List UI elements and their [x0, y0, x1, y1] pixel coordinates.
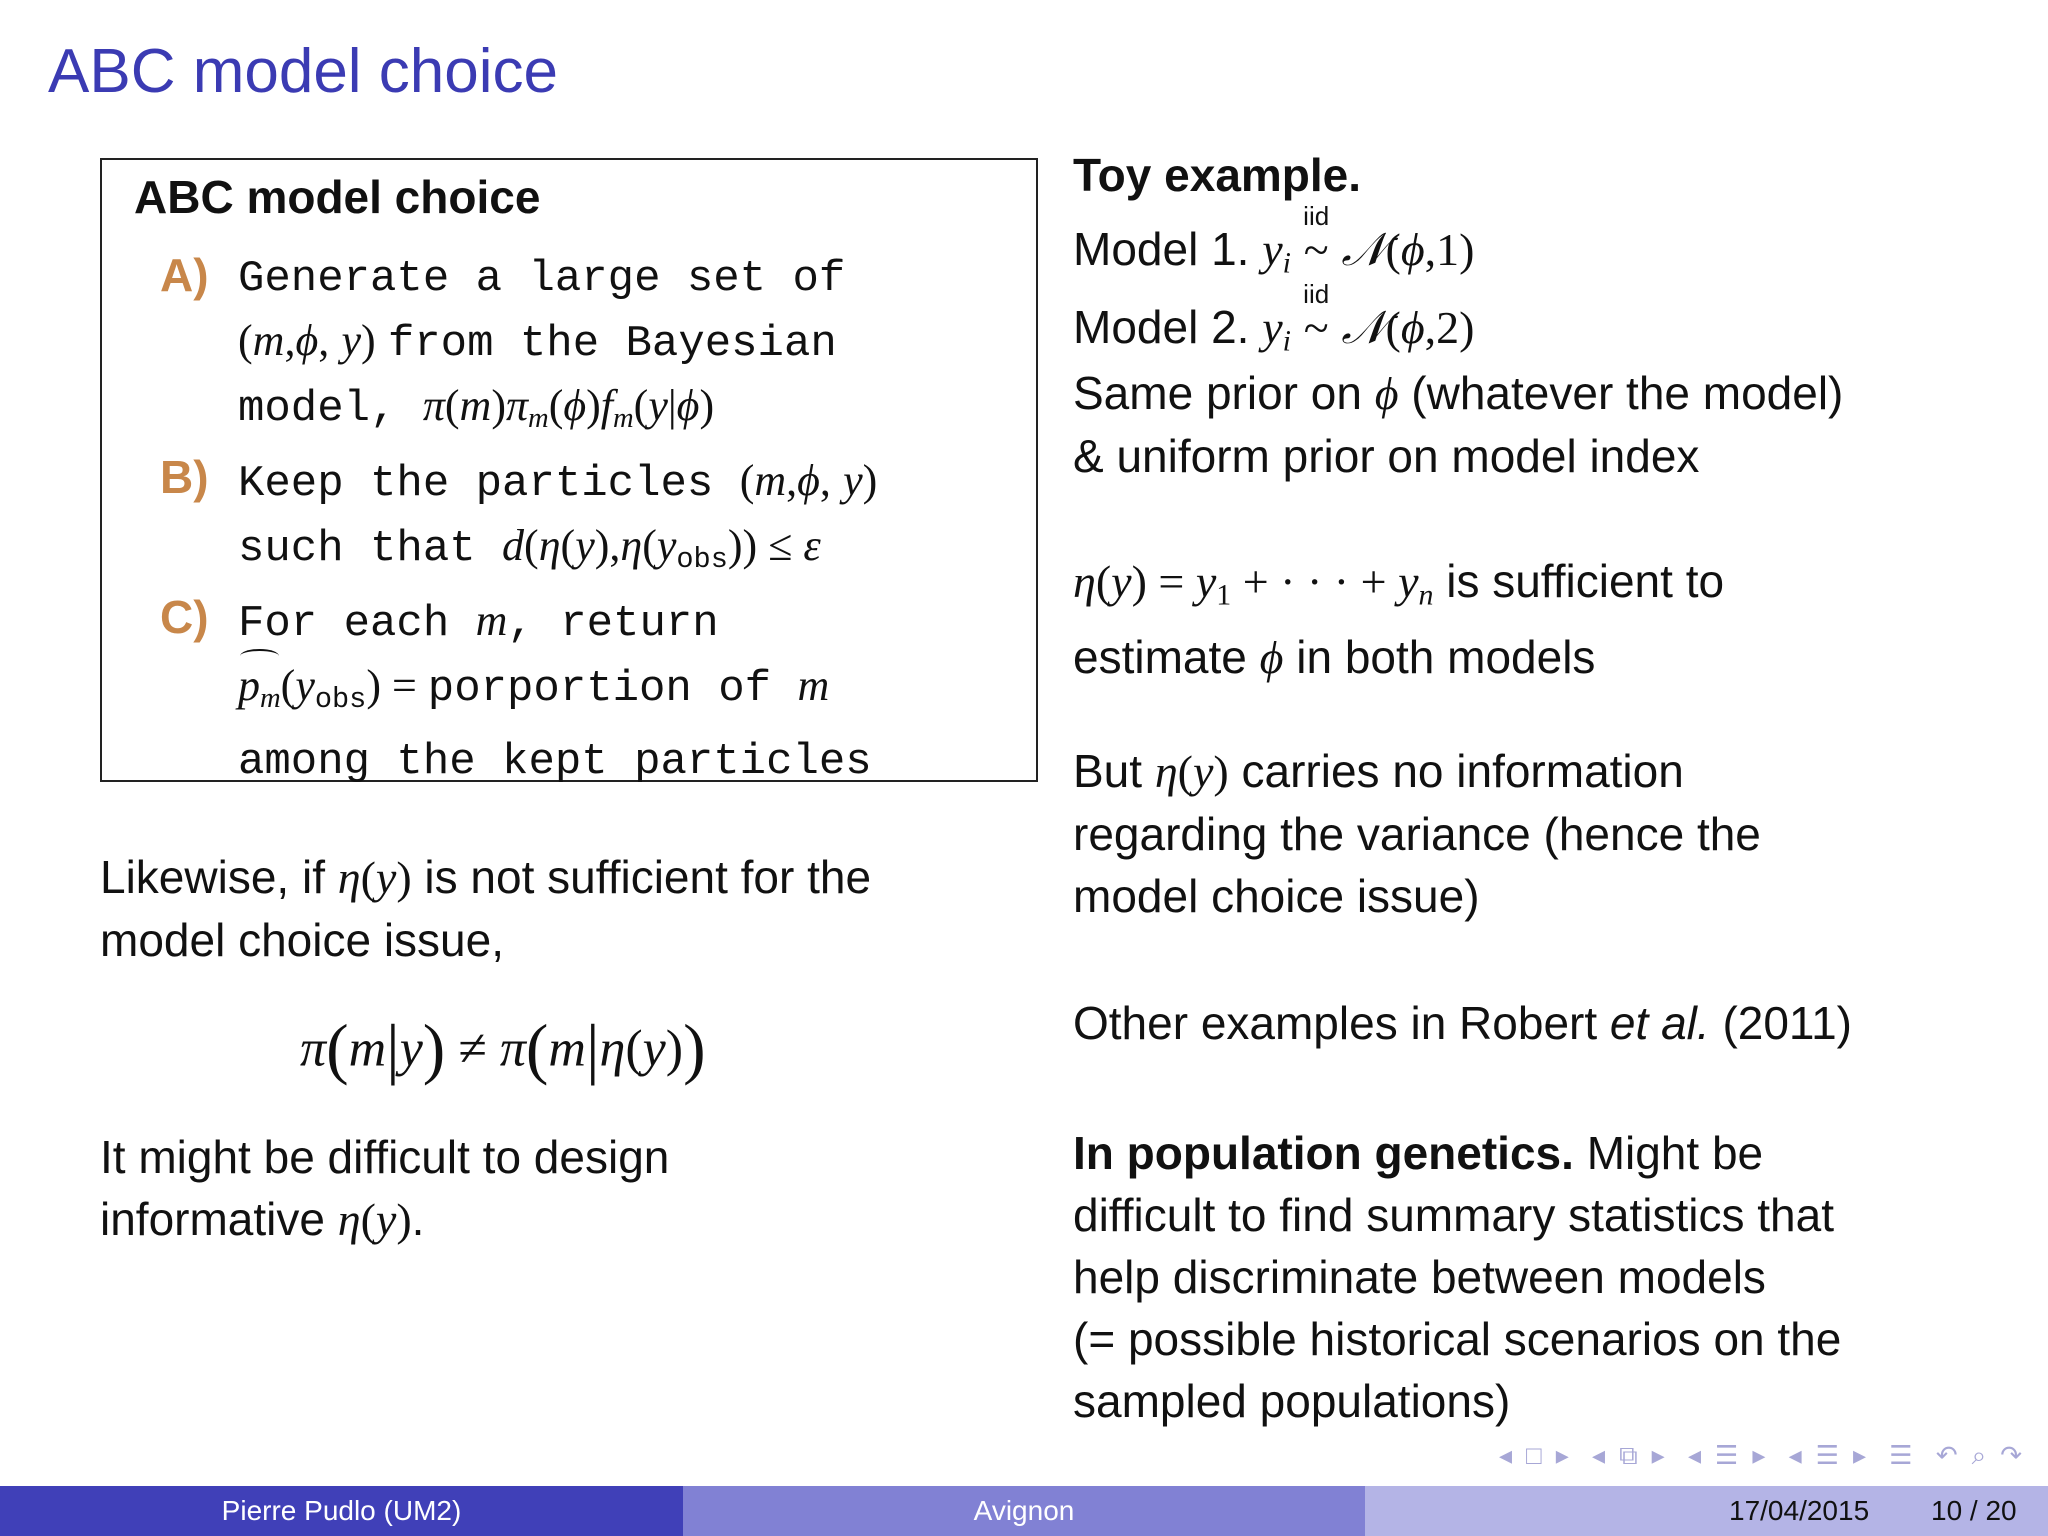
- nav-back-icon[interactable]: ↶: [1935, 1440, 1960, 1470]
- step-label: B): [160, 451, 209, 503]
- population-genetics-paragraph: In population genetics. Might be difficult to find summary statistics that help discriminate between models (= possible historical scenarios on the sampled populations): [1073, 1127, 1842, 1427]
- footer-date: 17/04/2015: [1729, 1495, 1870, 1526]
- nav-doc-icon[interactable]: ☰: [1815, 1440, 1841, 1470]
- beamer-navigation: [1493, 1440, 2030, 1472]
- slide-title: ABC model choice: [48, 37, 559, 106]
- step-text: Generate a large set of (m,ϕ, y) from the Bayesian model, $\pi(m)\pi_m(\phi)f_m(y|\phi)$: [238, 254, 846, 435]
- nav-subsection-prev-icon[interactable]: ◂: [1592, 1440, 1608, 1470]
- nav-appendix-icon[interactable]: ☰: [1889, 1440, 1915, 1470]
- nav-section-prev-icon[interactable]: ◂: [1687, 1440, 1704, 1470]
- step-text: For each m, return $p_m(y_{obs})$ = porportion of m among the kept particles: [238, 596, 872, 788]
- footer-page-number: 10 / 20: [1931, 1495, 2017, 1526]
- nav-frame-next-icon[interactable]: ▸: [1555, 1440, 1571, 1470]
- nav-section-icon[interactable]: ☰: [1715, 1440, 1741, 1470]
- step-label: A): [160, 249, 209, 301]
- footer-right: [1365, 1486, 2048, 1536]
- nav-forward-icon[interactable]: ↷: [2000, 1440, 2024, 1470]
- nav-subsection-icon[interactable]: ⧉: [1619, 1440, 1640, 1470]
- slide-footer: [0, 1486, 2048, 1536]
- inequality-formula: π(m|y) ≠ π(m|η(y)): [300, 1011, 706, 1086]
- prior-paragraph: Same prior on ϕ (whatever the model) & uniform prior on model index: [1073, 367, 1844, 482]
- likewise-paragraph: Likewise, if η(y) is not sufficient for the model choice issue,: [100, 851, 872, 966]
- other-examples: Other examples in Robert et al. (2011): [1073, 997, 1852, 1049]
- variance-paragraph: But η(y) carries no information regarding the variance (hence the model choice issue): [1073, 745, 1761, 922]
- nav-section-next-icon[interactable]: ▸: [1752, 1440, 1768, 1470]
- nav-frame-icon[interactable]: □: [1526, 1440, 1544, 1470]
- toy-example-title: Toy example.: [1073, 149, 1362, 201]
- nav-doc-prev-icon[interactable]: ◂: [1788, 1440, 1804, 1470]
- nav-frame-prev-icon[interactable]: ◂: [1498, 1440, 1514, 1470]
- footer-venue: Avignon: [683, 1486, 1365, 1536]
- step-text: Keep the particles (m,ϕ, y) such that $d(\eta(y),\eta(y_{obs})) \le \varepsilon$: [238, 456, 878, 577]
- model-1-line: Model 1. $y_i$ ~ iid 𝒩(ϕ,1): [1073, 201, 1475, 280]
- model-2-line: Model 2. $y_i$ ~ iid 𝒩(ϕ,2): [1073, 279, 1475, 358]
- nav-search-icon[interactable]: ⌕: [1971, 1440, 1989, 1470]
- step-label: C): [160, 591, 209, 643]
- algorithm-block: [100, 158, 1038, 788]
- difficult-paragraph: It might be difficult to design informative η(y).: [100, 1131, 670, 1245]
- footer-author: Pierre Pudlo (UM2): [0, 1486, 683, 1536]
- sufficiency-paragraph: $\eta(y) = y_1$ + · · · + $y_n$ is sufficient to estimate ϕ in both models: [1073, 555, 1725, 684]
- nav-subsection-next-icon[interactable]: ▸: [1651, 1440, 1667, 1470]
- nav-doc-next-icon[interactable]: ▸: [1853, 1440, 1869, 1470]
- block-title: ABC model choice: [134, 171, 541, 223]
